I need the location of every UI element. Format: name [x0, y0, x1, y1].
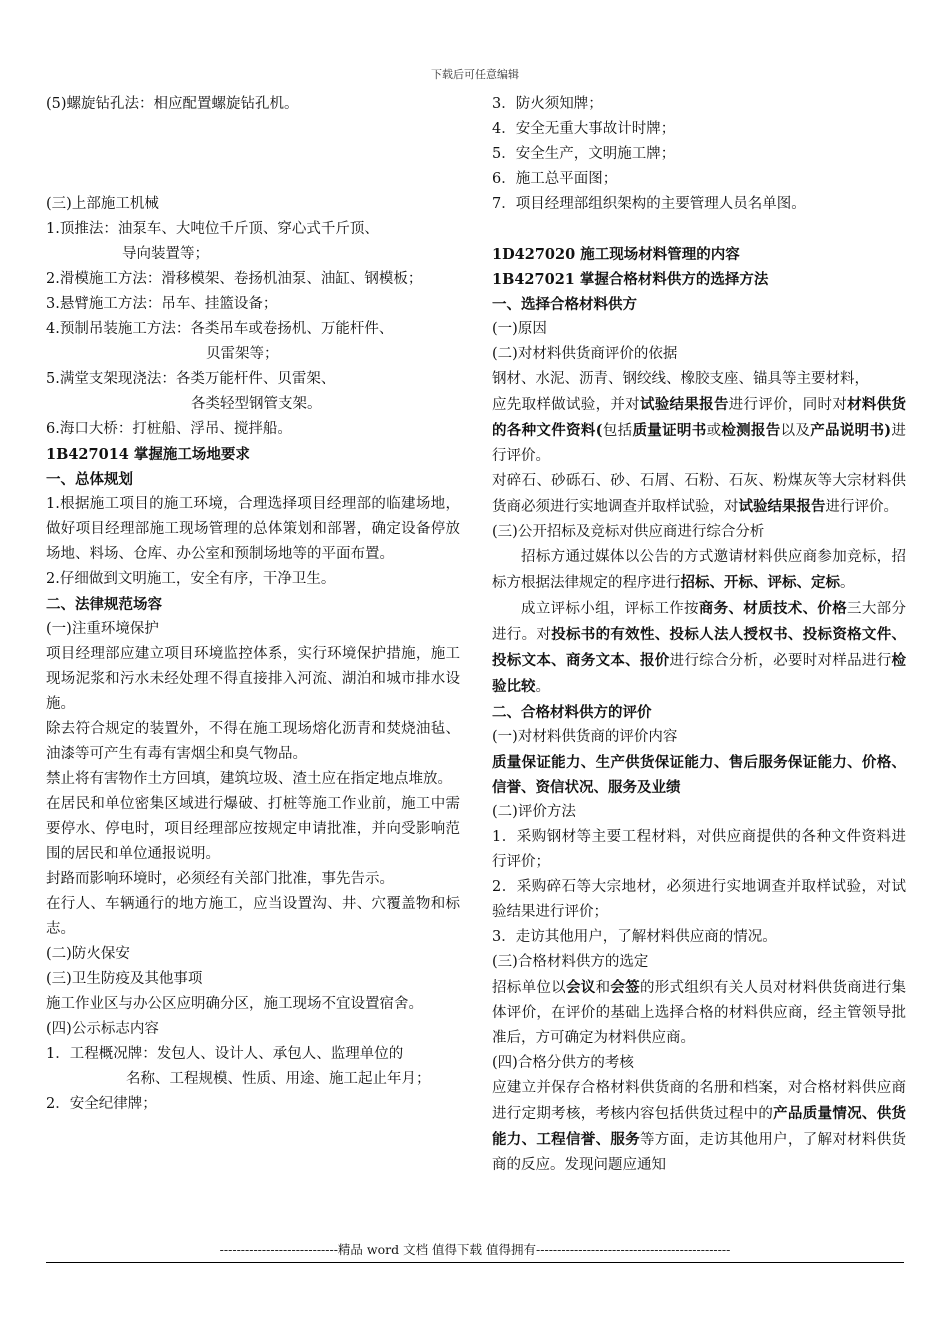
- paragraph: 在行人、车辆通行的地方施工，应当设置沟、井、穴覆盖物和标志。: [46, 896, 460, 937]
- paragraph: 成立评标小组，评标工作按商务、材质技术、价格三大部分进行。对投标书的有效性、投标人法人授权书、投标资格文件、投标文本、商务文本、报价进行综合分析，必要时对样品进行检验比较。: [492, 600, 907, 695]
- subsection-heading: (一)注重环境保护: [46, 621, 159, 637]
- paragraph: 1.根据施工项目的施工环境，合理选择项目经理部的临建场地，做好项目经理部施工现场管理的总体策划和部署，确定设备停放场地、料场、仓库、办公室和预制场地等的平面布置。: [46, 496, 460, 562]
- section-heading: 一、总体规划: [46, 471, 133, 488]
- list-item: 4．安全无重大事故计时牌；: [492, 121, 676, 137]
- page-header: 下载后可任意编辑: [431, 68, 519, 81]
- paragraph: 在居民和单位密集区域进行爆破、打桩等施工作业前，施工中需要停水、停电时，项目经理部应按规定申请批准，并向受影响范围的居民和单位通报说明。: [46, 796, 460, 862]
- section-heading: 一、选择合格材料供方: [492, 296, 637, 313]
- paragraph: 施工作业区与办公区应明确分区，施工现场不宜设置宿舍。: [46, 996, 423, 1012]
- subsection-heading: (三)公开招标及竞标对供应商进行综合分析: [492, 524, 765, 540]
- text-line: 封路而影响环境时，必须经有关部门批准，事先告示。: [46, 871, 394, 887]
- subsection-heading: (一)原因: [492, 321, 547, 337]
- paragraph: 项目经理部应建立项目环境监控体系，实行环境保护措施，施工现场泥浆和污水未经处理不得直接排入河流、湖泊和城市排水设施。: [46, 646, 460, 712]
- section-heading: 二、法律规范场容: [46, 596, 162, 613]
- subsection-heading: (四)公示标志内容: [46, 1021, 159, 1037]
- subsection-heading: (二)对材料供货商评价的依据: [492, 346, 678, 362]
- section-heading: (三)上部施工机械: [46, 196, 159, 212]
- text-line: 6.海口大桥：打桩船、浮吊、搅拌船。: [46, 421, 292, 437]
- section-heading: 1B427021 掌握合格材料供方的选择方法: [492, 271, 769, 288]
- paragraph: 应先取样做试验，并对试验结果报告进行评价，同时对材料供货的各种文件资料(包括质量证明书或检测报告以及产品说明书)进行评价。: [492, 396, 907, 464]
- text-line: 各类轻型钢管支架。: [191, 396, 322, 412]
- subsection-heading: (三)卫生防疫及其他事项: [46, 971, 203, 987]
- list-item: 5．安全生产，文明施工牌；: [492, 146, 676, 162]
- text-line: 名称、工程规模、性质、用途、施工起止年月；: [126, 1071, 431, 1087]
- section-heading: 二、合格材料供方的评价: [492, 704, 652, 721]
- subsection-heading: (二)评价方法: [492, 804, 576, 820]
- paragraph: 招标方通过媒体以公告的方式邀请材料供应商参加竞标，招标方根据法律规定的程序进行招标、开标、评标、定标。: [492, 549, 906, 591]
- subsection-heading: (四)合格分供方的考核: [492, 1055, 634, 1071]
- paragraph: 质量保证能力、生产供货保证能力、售后服务保证能力、价格、信誉、资信状况、服务及业绩: [492, 754, 906, 796]
- list-item: 6．施工总平面图；: [492, 171, 618, 187]
- paragraph: 禁止将有害物作土方回填，建筑垃圾、渣土应在指定地点堆放。: [46, 771, 452, 787]
- list-item: 1．采购钢材等主要工程材料，对供应商提供的各种文件资料进行评价；: [492, 829, 906, 870]
- section-heading: 1D427020 施工现场材料管理的内容: [492, 246, 740, 263]
- paragraph: 除去符合规定的装置外，不得在施工现场熔化沥青和焚烧油毡、油漆等可产生有毒有害烟尘和臭气物品。: [46, 721, 460, 762]
- subsection-heading: (三)合格材料供方的选定: [492, 954, 649, 970]
- text-line: 3.悬臂施工方法：吊车、挂篮设备；: [46, 296, 278, 312]
- left-column: [46, 92, 460, 1117]
- text-line: 2.仔细做到文明施工，安全有序，干净卫生。: [46, 571, 336, 587]
- paragraph: 应建立并保存合格材料供货商的名册和档案，对合格材料供应商进行定期考核，考核内容包括供货过程中的产品质量情况、供货能力、工程信誉、服务等方面，走访其他用户，了解对材料供货商的反应。发现问题应通知: [492, 1080, 907, 1173]
- text-line: 2.滑模施工方法：滑移模架、卷扬机油泵、油缸、钢模板；: [46, 271, 423, 287]
- paragraph: 对碎石、砂砾石、砂、石屑、石粉、石灰、粉煤灰等大宗材料供货商必须进行实地调查并取样试验，对试验结果报告进行评价。: [492, 473, 906, 515]
- right-column: [492, 92, 906, 1178]
- list-item: 2．采购碎石等大宗地材，必须进行实地调查并取样试验，对试验结果进行评价；: [492, 879, 906, 920]
- text-line: 导向装置等；: [122, 246, 209, 262]
- text-line: 2．安全纪律牌；: [46, 1096, 157, 1112]
- section-heading: 1B427014 掌握施工场地要求: [46, 446, 250, 463]
- text-line: 5.满堂支架现浇法：各类万能杆件、贝雷架、: [46, 371, 336, 387]
- footer-rule: [46, 1262, 904, 1263]
- list-item: 3．防火须知牌；: [492, 96, 603, 112]
- text-line: 贝雷架等；: [206, 346, 279, 362]
- text-line: 4.预制吊装施工方法：各类吊车或卷扬机、万能杆件、: [46, 321, 394, 337]
- text-line: 1.顶推法：油泵车、大吨位千斤顶、穿心式千斤顶、: [46, 221, 379, 237]
- subsection-heading: (二)防火保安: [46, 946, 130, 962]
- text-line: (5)螺旋钻孔法：相应配置螺旋钻孔机。: [46, 96, 299, 112]
- paragraph: 招标单位以会议和会签的形式组织有关人员对材料供货商进行集体评价，在评价的基础上选择合格的材料供应商，经主管领导批准后，方可确定为材料供应商。: [492, 979, 907, 1046]
- subsection-heading: (一)对材料供货商的评价内容: [492, 729, 678, 745]
- list-item: 7．项目经理部组织架构的主要管理人员名单图。: [492, 196, 806, 212]
- text-line: 1．工程概况牌：发包人、设计人、承包人、监理单位的: [46, 1046, 404, 1062]
- list-item: 3．走访其他用户，了解材料供应商的情况。: [492, 929, 777, 945]
- page-footer: ----------------------------精品 word 文档 值得下载 值得拥有----------------------------------------------: [219, 1242, 731, 1257]
- paragraph: 钢材、水泥、沥青、钢绞线、橡胶支座、锚具等主要材料，: [492, 371, 869, 387]
